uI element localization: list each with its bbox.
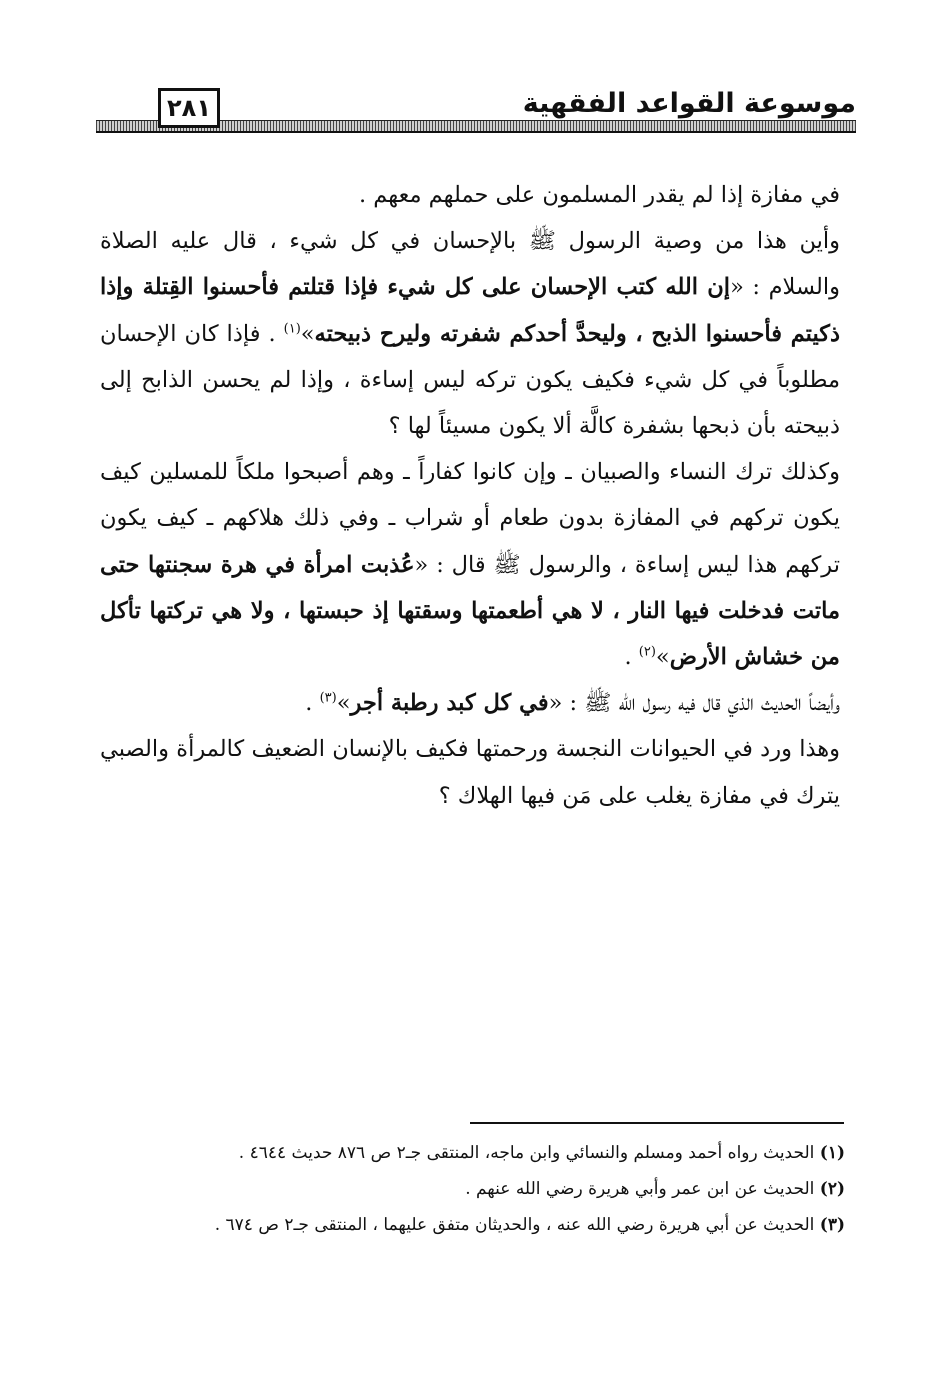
book-title: موسوعة القواعد الفقهية — [522, 88, 856, 119]
text-segment: » — [655, 644, 670, 671]
hadith-quote: عُذبت امرأة في هرة سجنتها حتى ماتت فدخلت فيها النار ، لا هي أطعمتها وسقتها إذ حبستها ، ولا هي تركتها تأكل من خشاش الأرض — [100, 551, 840, 671]
paragraph — [100, 726, 840, 818]
text-segment: وأين هذا من وصية الرسول ﷺ بالإحسان في كل شيء ، قال عليه الصلاة والسلام : « — [100, 228, 840, 301]
text-segment: . — [305, 690, 320, 717]
footnote-text: الحديث عن أبي هريرة رضي الله عنه ، والحديثان متفق عليهما ، المنتقى جـ٢ ص ٦٧٤ . — [214, 1215, 820, 1235]
footnote — [100, 1207, 845, 1243]
body-text — [100, 172, 840, 819]
page-number-box — [158, 88, 220, 128]
paragraph — [100, 449, 840, 680]
footnote-number: (١) — [819, 1143, 845, 1163]
hadith-quote: في كل كبد رطبة أجر — [350, 690, 549, 717]
footnotes — [100, 1135, 845, 1243]
text-segment: وهذا ورد في الحيوانات النجسة ورحمتها فكيف بالإنسان الضعيف كالمرأة والصبي يترك في مفازة يغلب على مَن فيها الهلاك ؟ — [100, 736, 840, 809]
footnote-ref: (٣) — [319, 690, 337, 706]
footnote-number: (٣) — [819, 1215, 845, 1235]
footnote-separator — [470, 1122, 844, 1124]
page-number: ٢٨١ — [167, 94, 211, 122]
footnote-number: (٢) — [819, 1179, 845, 1199]
text-segment: . — [624, 644, 639, 671]
footnote-text: الحديث رواه أحمد ومسلم والنسائي وابن ماجه، المنتقى جـ٢ ص ٨٧٦ حديث ٤٦٤٤ . — [238, 1143, 820, 1163]
text-segment: » — [300, 320, 315, 347]
paragraph — [100, 172, 840, 218]
footnote-ref: (١) — [283, 321, 301, 337]
text-segment: في مفازة إذا لم يقدر المسلمون على حملهم معهم . — [358, 182, 840, 208]
paragraph — [100, 680, 840, 726]
footnote — [100, 1171, 845, 1207]
text-segment: . فإذا كان الإحسان مطلوباً في كل شيء فكيف يكون تركه ليس إساءة ، وإذا لم يحسن الذابح إلى ذبيحته بأن ذبحها بشفرة كالَّة ألا يكون مسيئاً لها ؟ — [100, 320, 840, 440]
running-header — [96, 70, 856, 140]
hadith-quote: إن الله كتب الإحسان على كل شيء فإذا قتلتم فأحسنوا القِتلة وإذا ذكيتم فأحسنوا الذبح ، وليحدَّ أحدكم شفرته وليرح ذبيحته — [100, 274, 840, 347]
footnote-ref: (٢) — [638, 644, 656, 660]
text-segment: وكذلك ترك النساء والصبيان ـ وإن كانوا كفاراً ـ وهم أصبحوا ملكاً للمسلين كيف يكون تركهم في المفازة بدون طعام أو شراب ـ وفي ذلك هلاكهم ـ كيف يكون تركهم هذا ليس إساءة ، والرسول ﷺ قال : « — [100, 459, 840, 578]
text-segment: وأيضاً الحديث الذي قال فيه رسول الله ﷺ : « — [548, 690, 840, 717]
text-segment: » — [336, 690, 351, 717]
paragraph — [100, 218, 840, 449]
footnote — [100, 1135, 845, 1171]
footnote-text: الحديث عن ابن عمر وأبي هريرة رضي الله عنهم . — [465, 1179, 820, 1199]
